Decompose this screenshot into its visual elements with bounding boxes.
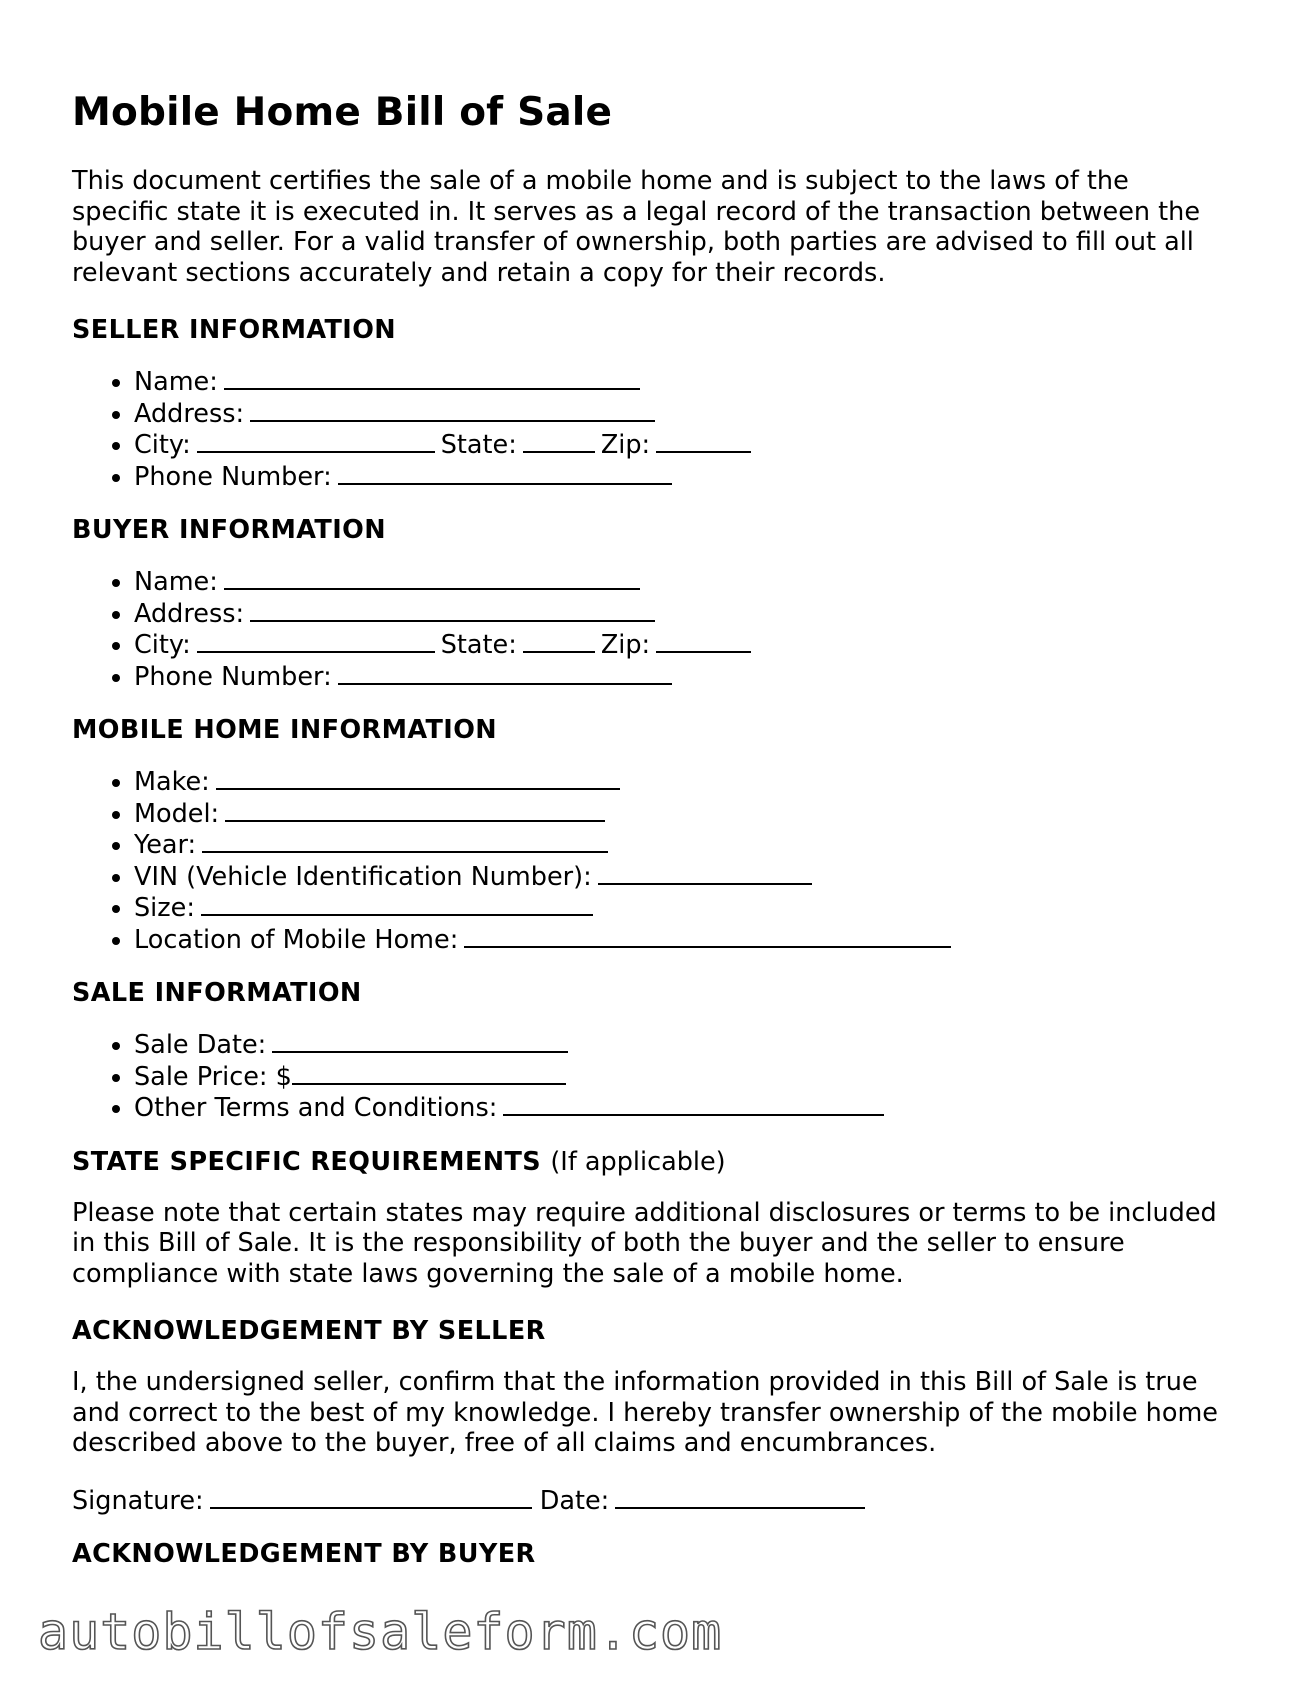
buyer-address-field[interactable]: • Address:: [134, 598, 1232, 630]
buyer-fields: [72, 566, 1232, 692]
home-year-field[interactable]: • Year:: [134, 829, 1232, 861]
home-size-field[interactable]: • Size:: [134, 892, 1232, 924]
ack-seller-signature-line: Signature: Date:: [72, 1485, 1232, 1517]
ack-buyer-heading: ACKNOWLEDGEMENT BY BUYER: [72, 1539, 536, 1569]
seller-name-blank[interactable]: [224, 366, 640, 390]
seller-zip-blank[interactable]: [656, 429, 751, 453]
seller-city-state-zip-field[interactable]: • City: State: Zip:: [134, 429, 1232, 461]
buyer-address-blank[interactable]: [250, 598, 655, 622]
buyer-phone-field[interactable]: • Phone Number:: [134, 661, 1232, 693]
mobile-home-heading: MOBILE HOME INFORMATION: [72, 715, 498, 745]
seller-fields: [72, 366, 1232, 492]
seller-signature-blank[interactable]: [210, 1485, 532, 1509]
home-location-field[interactable]: • Location of Mobile Home:: [134, 924, 1232, 956]
buyer-phone-blank[interactable]: [338, 661, 672, 685]
buyer-heading: BUYER INFORMATION: [72, 515, 386, 545]
sale-fields: [72, 1029, 1232, 1124]
home-vin-blank[interactable]: [598, 861, 812, 885]
home-make-field[interactable]: • Make:: [134, 766, 1232, 798]
seller-address-field[interactable]: • Address:: [134, 398, 1232, 430]
sale-price-field[interactable]: • Sale Price: $: [134, 1061, 1232, 1093]
home-model-blank[interactable]: [225, 798, 605, 822]
seller-name-field[interactable]: • Name:: [134, 366, 1232, 398]
intro-paragraph: This document certifies the sale of a mobile home and is subject to the laws of the specific state it is executed in. It serves as a legal record of the transaction between the buyer and seller. For a valid transfer of ownership, both parties are advised to fill out all relevant sections accurately and retain a copy for their records.: [72, 166, 1201, 288]
buyer-name-field[interactable]: • Name:: [134, 566, 1232, 598]
seller-phone-field[interactable]: • Phone Number:: [134, 461, 1232, 493]
buyer-city-blank[interactable]: [197, 629, 435, 653]
document-title: Mobile Home Bill of Sale: [72, 90, 613, 135]
state-requirements-note: (If applicable): [550, 1146, 726, 1177]
sale-terms-field[interactable]: • Other Terms and Conditions:: [134, 1092, 1232, 1124]
seller-city-blank[interactable]: [197, 429, 435, 453]
watermark: autobillofsaleform.com: [38, 1603, 723, 1661]
home-location-blank[interactable]: [464, 924, 951, 948]
home-year-blank[interactable]: [202, 829, 608, 853]
seller-state-blank[interactable]: [523, 429, 595, 453]
home-model-field[interactable]: • Model:: [134, 798, 1232, 830]
sale-price-blank[interactable]: [292, 1061, 566, 1085]
home-vin-field[interactable]: • VIN (Vehicle Identification Number):: [134, 861, 1232, 893]
home-size-blank[interactable]: [201, 892, 593, 916]
seller-heading: SELLER INFORMATION: [72, 315, 397, 345]
sale-date-field[interactable]: • Sale Date:: [134, 1029, 1232, 1061]
state-requirements-body: Please note that certain states may require additional disclosures or terms to be included in this Bill of Sale. It is the responsibility of both the buyer and the seller to ensure compliance with state laws governing the sale of a mobile home.: [72, 1197, 1217, 1289]
sale-terms-blank[interactable]: [503, 1092, 884, 1116]
buyer-zip-blank[interactable]: [656, 629, 751, 653]
seller-address-blank[interactable]: [250, 398, 655, 422]
home-make-blank[interactable]: [216, 766, 620, 790]
document-page: [72, 86, 1232, 1590]
buyer-state-blank[interactable]: [523, 629, 595, 653]
seller-phone-blank[interactable]: [338, 461, 672, 485]
ack-seller-body: I, the undersigned seller, confirm that the information provided in this Bill of Sale is true and correct to the best of my knowledge. I hereby transfer ownership of the mobile home described above to the buyer, free of all claims and encumbrances.: [72, 1367, 1218, 1458]
sale-heading: SALE INFORMATION: [72, 978, 362, 1008]
seller-date-blank[interactable]: [615, 1485, 865, 1509]
buyer-name-blank[interactable]: [224, 566, 640, 590]
ack-seller-heading: ACKNOWLEDGEMENT BY SELLER: [72, 1316, 546, 1346]
sale-date-blank[interactable]: [272, 1029, 568, 1053]
state-requirements-heading: STATE SPECIFIC REQUIREMENTS (If applicable): [72, 1146, 726, 1177]
buyer-city-state-zip-field[interactable]: • City: State: Zip:: [134, 629, 1232, 661]
mobile-home-fields: [72, 766, 1232, 955]
